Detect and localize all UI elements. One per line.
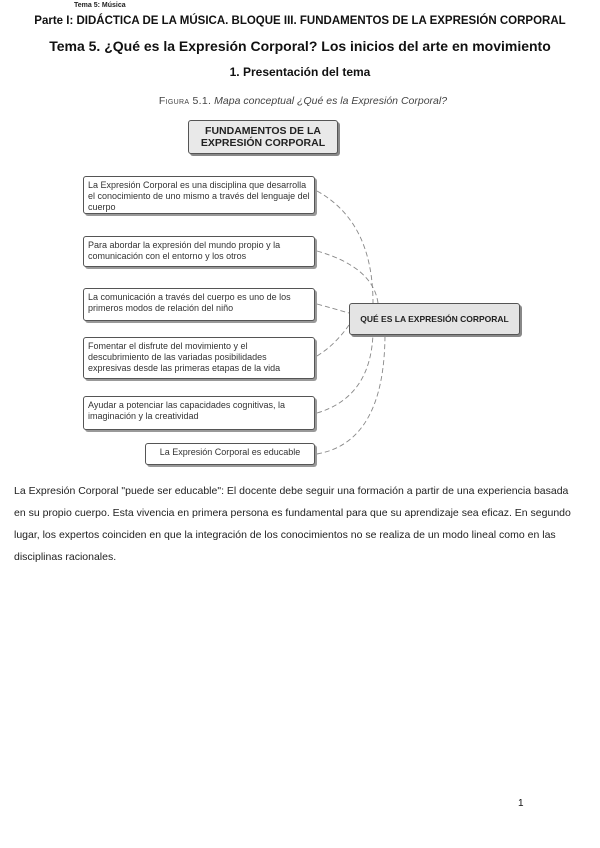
concept-map-figure — [73, 87, 533, 471]
center-node: QUÉ ES LA EXPRESIÓN CORPORAL — [349, 303, 520, 335]
connector-4 — [317, 325, 349, 356]
connector-2 — [317, 251, 378, 303]
running-header: Tema 5: Música — [74, 2, 126, 9]
concept-node-4: Fomentar el disfrute del movimiento y el descubrimiento de las variadas posibilidades expresivas desde las primeras etapas de la vida — [83, 337, 315, 379]
concept-node-3: La comunicación a través del cuerpo es uno de los primeros modos de relación del niño — [83, 288, 315, 321]
connector-5 — [317, 333, 373, 413]
concept-node-1: La Expresión Corporal es una disciplina que desarrolla el conocimiento de uno mismo a través del lenguaje del cuerpo — [83, 176, 315, 214]
topic-title: Tema 5. ¿Qué es la Expresión Corporal? Los inicios del arte en movimiento — [49, 38, 551, 54]
figure-caption-label: Figura 5.1. — [158, 95, 212, 107]
connector-3 — [317, 304, 349, 313]
connector-1 — [317, 191, 373, 303]
concept-node-2: Para abordar la expresión del mundo propio y la comunicación con el entorno y los otros — [83, 236, 315, 267]
figure-caption — [73, 95, 533, 107]
section-title: 1. Presentación del tema — [229, 65, 371, 79]
concept-node-6: La Expresión Corporal es educable — [145, 443, 315, 465]
concept-node-5: Ayudar a potenciar las capacidades cognitivas, la imaginación y la creatividad — [83, 396, 315, 430]
page-number: 1 — [518, 798, 524, 809]
part-title: Parte I: DIDÁCTICA DE LA MÚSICA. BLOQUE III. FUNDAMENTOS DE LA EXPRESIÓN CORPORAL — [34, 15, 566, 27]
figure-caption-text: Mapa conceptual ¿Qué es la Expresión Corporal? — [214, 95, 448, 107]
connector-6 — [317, 333, 385, 454]
main-node: FUNDAMENTOS DE LA EXPRESIÓN CORPORAL — [188, 120, 338, 154]
body-paragraph: La Expresión Corporal "puede ser educable": El docente debe seguir una formación a partir de una experiencia basada en su propio cuerpo. Esta vivencia en primera persona es fundamental para que su aprendizaje sea eficaz. En segundo lugar, los expertos coinciden en que la integración de los conocimientos no se realiza de un modo lineal como en las disciplinas racionales. — [14, 485, 571, 563]
